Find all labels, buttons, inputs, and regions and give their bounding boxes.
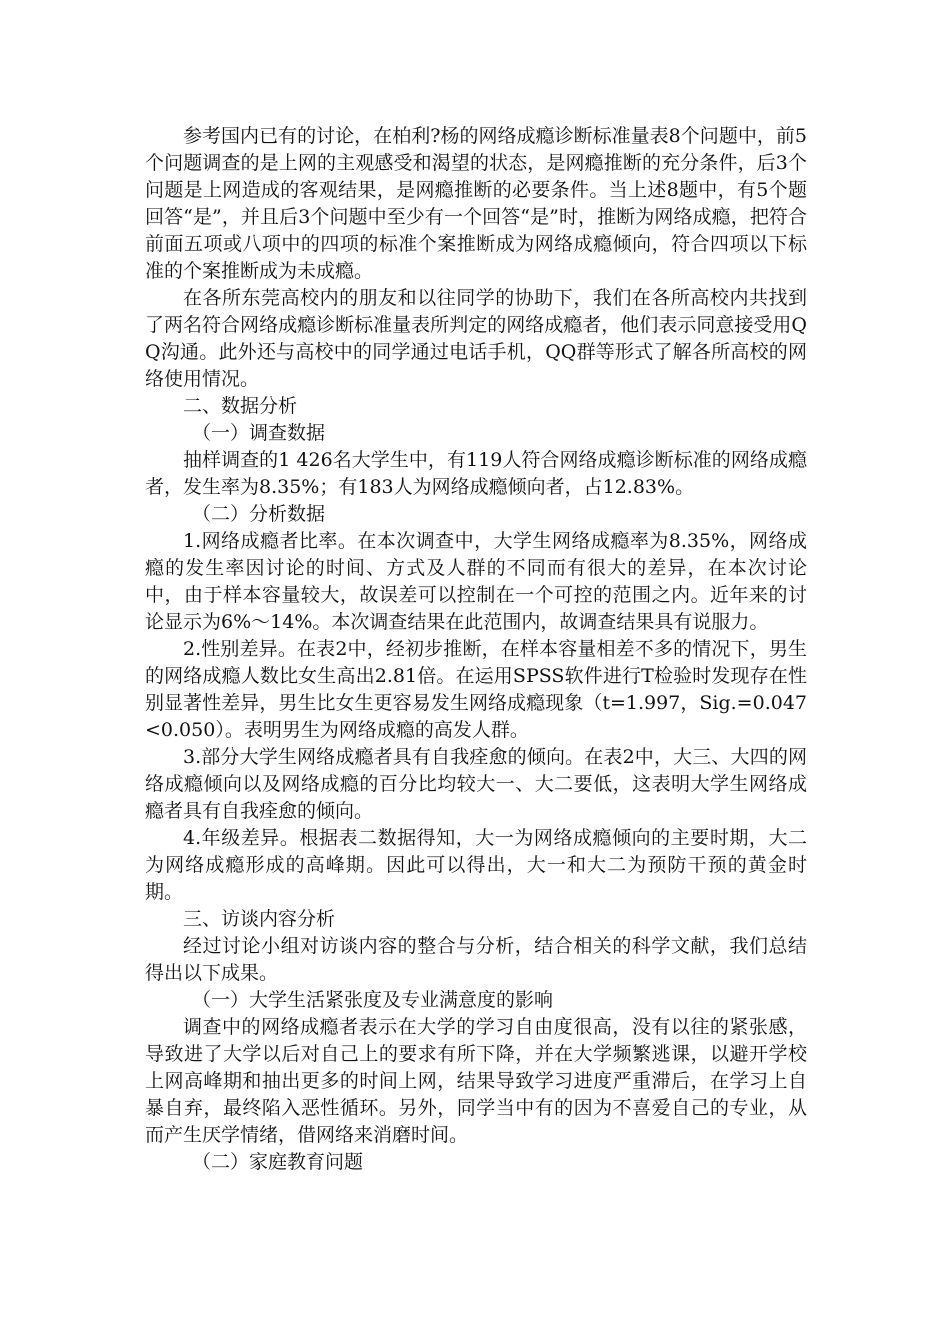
paragraph-self-recovery: 3.部分大学生网络成瘾者具有自我痊愈的倾向。在表2中，大三、大四的网络成瘾倾向以及网络成瘾的百分比均较大一、大二要低，这表明大学生网络成瘾者具有自我痊愈的倾向。 [145, 746, 807, 822]
paragraph-college-stress: 调查中的网络成瘾者表示在大学的学习自由度很高，没有以往的紧张感，导致进了大学以后对自己上的要求有所下降，并在大学频繁逃课，以避开学校上网高峰期和抽出更多的时间上网，结果导致学习进度严重滞后，在学习上自暴自弃，最终陷入恶性循环。另外，同学当中有的因为不喜爱自己的专业，从而产生厌学情绪，借网络来消磨时间。 [145, 1016, 807, 1146]
heading-data-analysis: 二、数据分析 [183, 395, 298, 417]
subheading-family-education: （二）家庭教育问题 [192, 1151, 364, 1173]
heading-interview-analysis: 三、访谈内容分析 [183, 908, 336, 930]
paragraph-grade-difference: 4.年级差异。根据表二数据得知，大一为网络成瘾倾向的主要时期，大二为网络成瘾形成的高峰期。因此可以得出，大一和大二为预防干预的黄金时期。 [145, 827, 807, 903]
paragraph-diagnostic-criteria: 参考国内已有的讨论，在柏利?杨的网络成瘾诊断标准量表8个问题中，前5个问题调查的是上网的主观感受和渴望的状态，是网瘾推断的充分条件，后3个问题是上网造成的客观结果，是网瘾推断的必要条件。当上述8题中，有5个题回答“是”，并且后3个问题中至少有一个回答“是”时，推断为网络成瘾，把符合前面五项或八项中的四项的标准个案推断成为网络成瘾倾向，符合四项以下标准的个案推断成为未成瘾。 [145, 125, 807, 282]
paragraph-survey-results: 抽样调查的1 426名大学生中，有119人符合网络成瘾诊断标准的网络成瘾者，发生率为8.35%；有183人为网络成瘾倾向者，占12.83%。 [145, 449, 807, 498]
paragraph-addiction-rate: 1.网络成瘾者比率。在本次调查中，大学生网络成瘾率为8.35%，网络成瘾的发生率因讨论的时间、方式及人群的不同而有很大的差异，在本次讨论中，由于样本容量较大，故误差可以控制在一个可控的范围之内。近年来的讨论显示为6%～14%。本次调查结果在此范围内，故调查结果具有说服力。 [145, 530, 807, 633]
paragraph-interview-summary: 经过讨论小组对访谈内容的整合与分析，结合相关的科学文献，我们总结得出以下成果。 [145, 935, 807, 984]
paragraph-interview-sources: 在各所东莞高校内的朋友和以往同学的协助下，我们在各所高校内共找到了两名符合网络成瘾诊断标准量表所判定的网络成瘾者，他们表示同意接受用QQ沟通。此外还与高校中的同学通过电话手机，QQ群等形式了解各所高校的网络使用情况。 [145, 287, 807, 390]
subheading-college-stress: （一）大学生活紧张度及专业满意度的影响 [192, 989, 554, 1011]
paragraph-gender-difference: 2.性别差异。在表2中，经初步推断，在样本容量相差不多的情况下，男生的网络成瘾人数比女生高出2.81倍。在运用SPSS软件进行T检验时发现存在性别显著性差异，男生比女生更容易发生网络成瘾现象（t=1.997，Sig.=0.047<0.050）。表明男生为网络成瘾的高发人群。 [145, 638, 807, 741]
subheading-analysis-data: （二）分析数据 [192, 503, 326, 525]
subheading-survey-data: （一）调查数据 [192, 422, 326, 444]
document-body [145, 123, 807, 1176]
